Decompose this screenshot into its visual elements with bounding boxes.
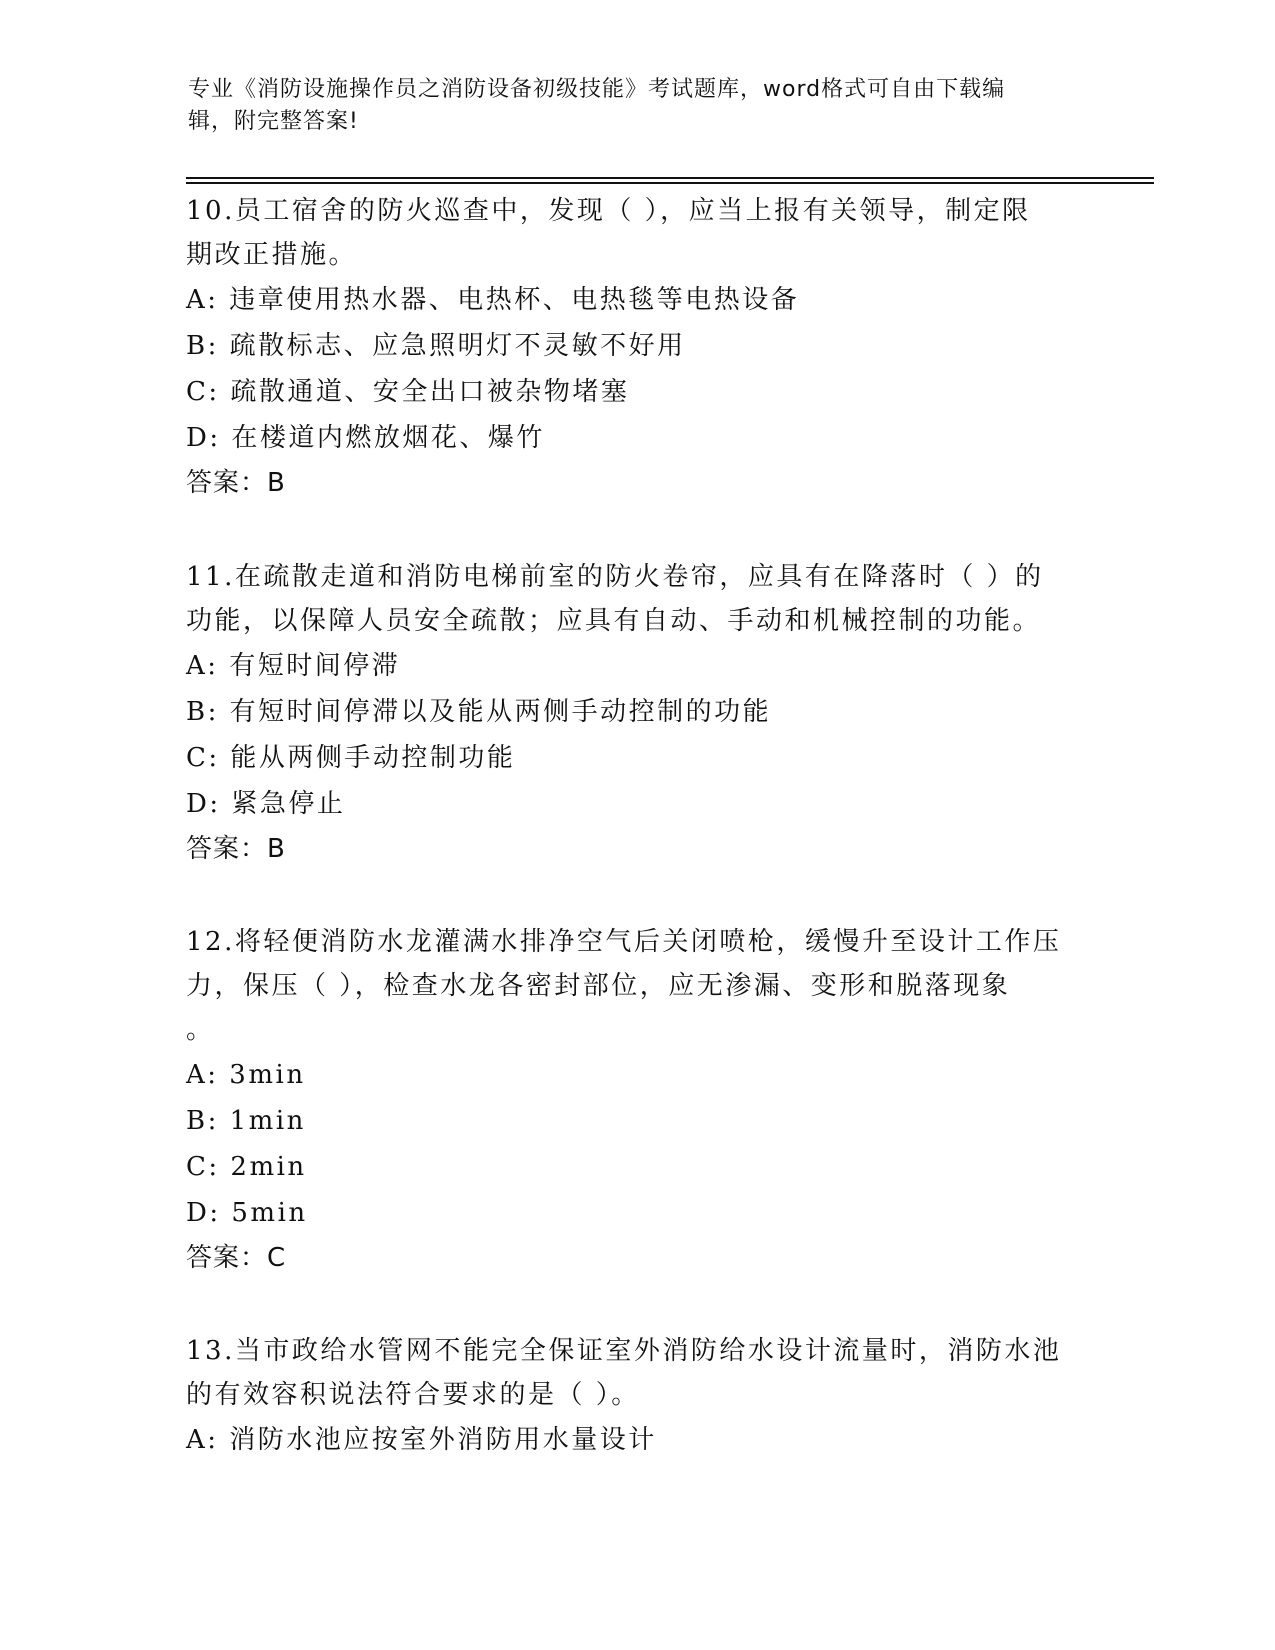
answer: 答案：C — [186, 1243, 287, 1273]
option-b: B: 疏散标志、应急照明灯不灵敏不好用 — [186, 331, 686, 361]
option-a: A: 消防水池应按室外消防用水量设计 — [186, 1425, 657, 1455]
stem-line: 的有效容积说法符合要求的是（ ）。 — [186, 1380, 640, 1410]
option-d: D: 在楼道内燃放烟花、爆竹 — [186, 423, 545, 453]
stem-line: 10.员工宿舍的防火巡查中，发现（ ），应当上报有关领导，制定限 — [186, 196, 1031, 226]
option-c: C: 2min — [186, 1152, 307, 1182]
option-c: C: 能从两侧手动控制功能 — [186, 743, 516, 773]
stem-line: 。 — [186, 1015, 215, 1045]
answer: 答案：B — [186, 468, 286, 498]
stem-line: 力，保压（ ），检查水龙各密封部位，应无渗漏、变形和脱落现象 — [186, 971, 1011, 1001]
answer: 答案：B — [186, 834, 286, 864]
question-10 — [186, 189, 1086, 505]
header-divider-bottom — [186, 182, 1154, 184]
header-divider-top — [186, 177, 1154, 179]
stem-line: 期改正措施。 — [186, 240, 358, 270]
question-11 — [186, 555, 1086, 871]
stem-line: 12.将轻便消防水龙灌满水排净空气后关闭喷枪，缓慢升至设计工作压 — [186, 927, 1062, 957]
document-header — [188, 74, 1088, 138]
option-d: D: 紧急停止 — [186, 789, 346, 819]
option-c: C: 疏散通道、安全出口被杂物堵塞 — [186, 377, 630, 407]
stem-line: 11.在疏散走道和消防电梯前室的防火卷帘，应具有在降落时（ ）的 — [186, 562, 1044, 592]
question-stem — [186, 189, 1086, 277]
question-13 — [186, 1329, 1086, 1463]
header-line-2: 辑，附完整答案! — [188, 109, 359, 134]
stem-line: 13.当市政给水管网不能完全保证室外消防给水设计流量时，消防水池 — [186, 1336, 1062, 1366]
option-b: B: 1min — [186, 1106, 306, 1136]
stem-line: 功能，以保障人员安全疏散；应具有自动、手动和机械控制的功能。 — [186, 606, 1042, 636]
option-a: A: 3min — [186, 1060, 306, 1090]
option-a: A: 有短时间停滞 — [186, 651, 401, 681]
header-line-1: 专业《消防设施操作员之消防设备初级技能》考试题库，word格式可自由下载编 — [188, 77, 1006, 102]
question-stem — [186, 1329, 1086, 1417]
option-a: A: 违章使用热水器、电热杯、电热毯等电热设备 — [186, 285, 800, 315]
question-12 — [186, 920, 1086, 1280]
question-stem — [186, 555, 1086, 643]
option-b: B: 有短时间停滞以及能从两侧手动控制的功能 — [186, 697, 772, 727]
option-d: D: 5min — [186, 1198, 308, 1228]
question-stem — [186, 920, 1086, 1052]
